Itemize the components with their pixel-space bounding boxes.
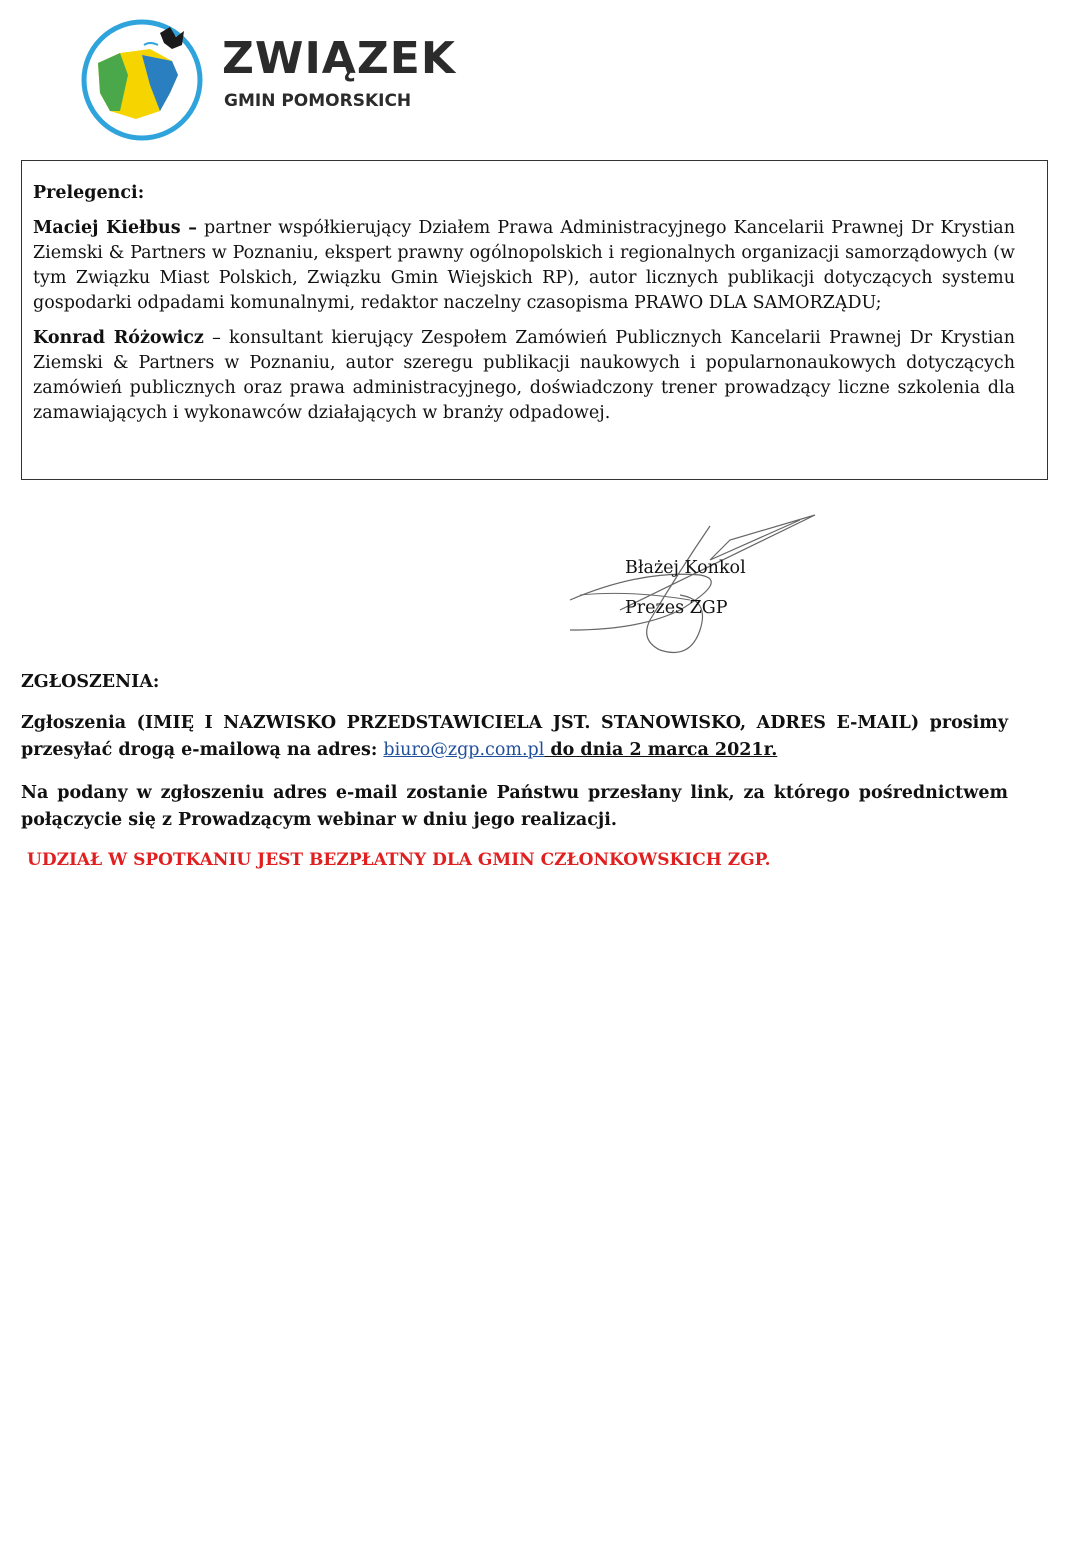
speaker-bio: – konsultant kierujący Zespołem Zamówień Publicznych Kancelarii Prawnej Dr Krystian Ziemski & Partners w Poznaniu, autor szeregu publikacji naukowych i popularnonaukowych dotyczących zamówień publicznych oraz prawa administracyjnego, doświadczony trener prowadzący liczne szkolenia dla zamawiających i wykonawców działających w branży odpadowej. [33, 328, 1015, 423]
signatory-role: Prezes ZGP [625, 598, 728, 618]
registration-deadline: do dnia 2 marca 2021r. [544, 740, 778, 760]
signatory-name: Błażej Konkol [625, 558, 746, 578]
email-link[interactable]: biuro@zgp.com.pl [383, 740, 545, 760]
logo-subtitle: GMIN POMORSKICH [224, 91, 412, 111]
handwritten-signature [560, 500, 840, 665]
speaker-entry [33, 326, 1015, 426]
speaker-name: Konrad Różowicz [33, 328, 204, 348]
registration-instructions [21, 710, 1008, 764]
logo-title: ZWIĄZEK [222, 33, 456, 84]
logo-emblem-icon [80, 15, 220, 145]
free-participation-note: UDZIAŁ W SPOTKANIU JEST BEZPŁATNY DLA GMIN CZŁONKOWSKICH ZGP. [27, 850, 771, 870]
speakers-box [21, 160, 1048, 480]
speakers-heading: Prelegenci: [33, 183, 145, 203]
signature-block [560, 500, 840, 665]
speaker-bio: partner współkierujący Działem Prawa Administracyjnego Kancelarii Prawnej Dr Krystian Ziemski & Partners w Poznaniu, ekspert prawny ogólnopolskich i regionalnych organizacji samorządowych (w tym Związku Miast Polskich, Związku Gmin Wiejskich RP), autor licznych publikacji dotyczących systemu gospodarki odpadami komunalnymi, redaktor naczelny czasopisma PRAWO DLA SAMORZĄDU; [33, 218, 1016, 313]
speaker-name: Maciej Kiełbus – [33, 218, 197, 238]
registration-link-info: Na podany w zgłoszeniu adres e-mail zostanie Państwu przesłany link, za którego pośrednictwem połączycie się z Prowadzącym webinar w dniu jego realizacji. [21, 783, 1008, 830]
organization-logo [80, 15, 456, 145]
registration-heading: ZGŁOSZENIA: [21, 672, 160, 692]
speaker-entry [33, 216, 1015, 316]
registration-text: Zgłoszenia (IMIĘ I NAZWISKO PRZEDSTAWICIELA JST. STANOWISKO, ADRES E-MAIL) prosimy przesyłać drogą e-mailową na adres: [21, 713, 1008, 760]
